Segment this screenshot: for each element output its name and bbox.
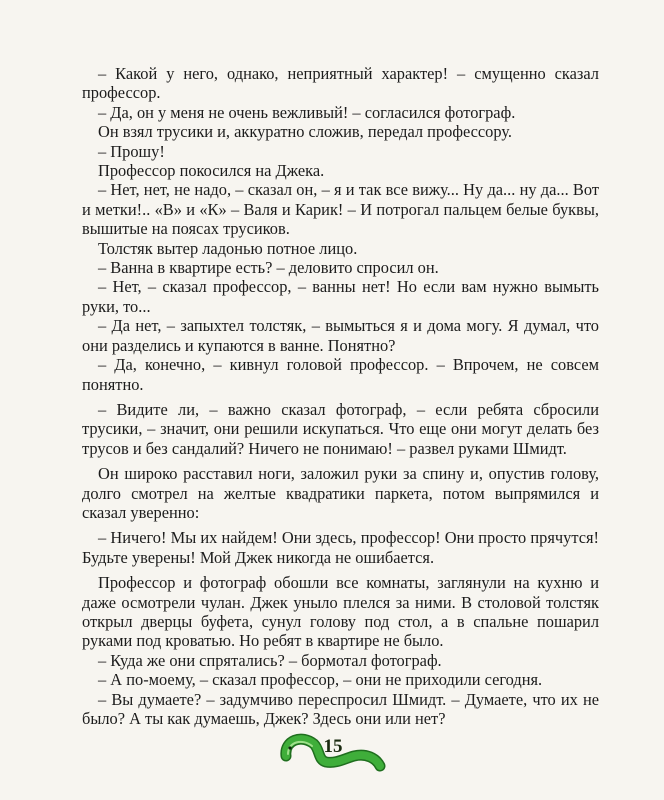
paragraph: Толстяк вытер ладонью потное лицо. — [98, 238, 358, 258]
paragraph: – Куда же они спрятались? – бормотал фотограф. — [98, 650, 442, 670]
paragraph: – Ничего! Мы их найдем! Они здесь, профессор! Они просто прячутся! Будьте уверены! Мой Джек никогда не ошибается. — [82, 528, 599, 567]
paragraph: – Вы думаете? – задумчиво переспросил Шмидт. – Думаете, что их не было? А ты как думаешь, Джек? Здесь они или нет? — [82, 689, 599, 728]
paragraph: – Нет, нет, не надо, – сказал он, – я и так все вижу... Ну да... ну да... Вот и метки!.. «В» и «К» – Валя и Карик! – И потрогал пальцем белые буквы, вышитые на поясах трусиков. — [82, 180, 599, 239]
paragraph: – Прошу! — [98, 141, 165, 161]
paragraph: – Да, конечно, – кивнул головой профессор. – Впрочем, не совсем понятно. — [82, 355, 599, 394]
paragraph: – Да нет, – запыхтел толстяк, – вымыться я и дома могу. Я думал, что они разделись и купаются в ванне. Понятно? — [82, 316, 599, 355]
page-number: 15 — [323, 736, 343, 757]
paragraph: Профессор покосился на Джека. — [98, 161, 325, 181]
paragraph: Профессор и фотограф обошли все комнаты, заглянули на кухню и даже осмотрели чулан. Джек уныло плелся за ними. В столовой толстяк открыл дверцы буфета, сунул голову под стол, а в спальне пошарил руками под кроватью. Но ребят в квартире не было. — [82, 573, 599, 651]
paragraph: – А по-моему, – сказал профессор, – они не приходили сегодня. — [98, 670, 543, 690]
paragraph: – Да, он у меня не очень вежливый! – согласился фотограф. — [98, 102, 516, 122]
paragraph: Он взял трусики и, аккуратно сложив, передал профессору. — [98, 122, 513, 142]
paragraph: – Нет, – сказал профессор, – ванны нет! Но если вам нужно вымыть руки, то... — [82, 277, 599, 316]
paragraph: Он широко расставил ноги, заложил руки за спину и, опустив голову, долго смотрел на желтые квадратики паркета, потом выпрямился и сказал уверенно: — [82, 464, 599, 522]
page-body — [82, 64, 599, 728]
paragraph: – Видите ли, – важно сказал фотограф, – если ребята сбросили трусики, – значит, они решили искупаться. Что еще они могут делать без трусов и без сандалий? Ничего не понимаю! – развел руками Шмидт. — [82, 399, 599, 458]
paragraph: – Ванна в квартире есть? – деловито спросил он. — [98, 258, 439, 278]
page-number-ornament — [280, 728, 386, 778]
paragraph: – Какой у него, однако, неприятный характер! – смущенно сказал профессор. — [82, 64, 599, 103]
